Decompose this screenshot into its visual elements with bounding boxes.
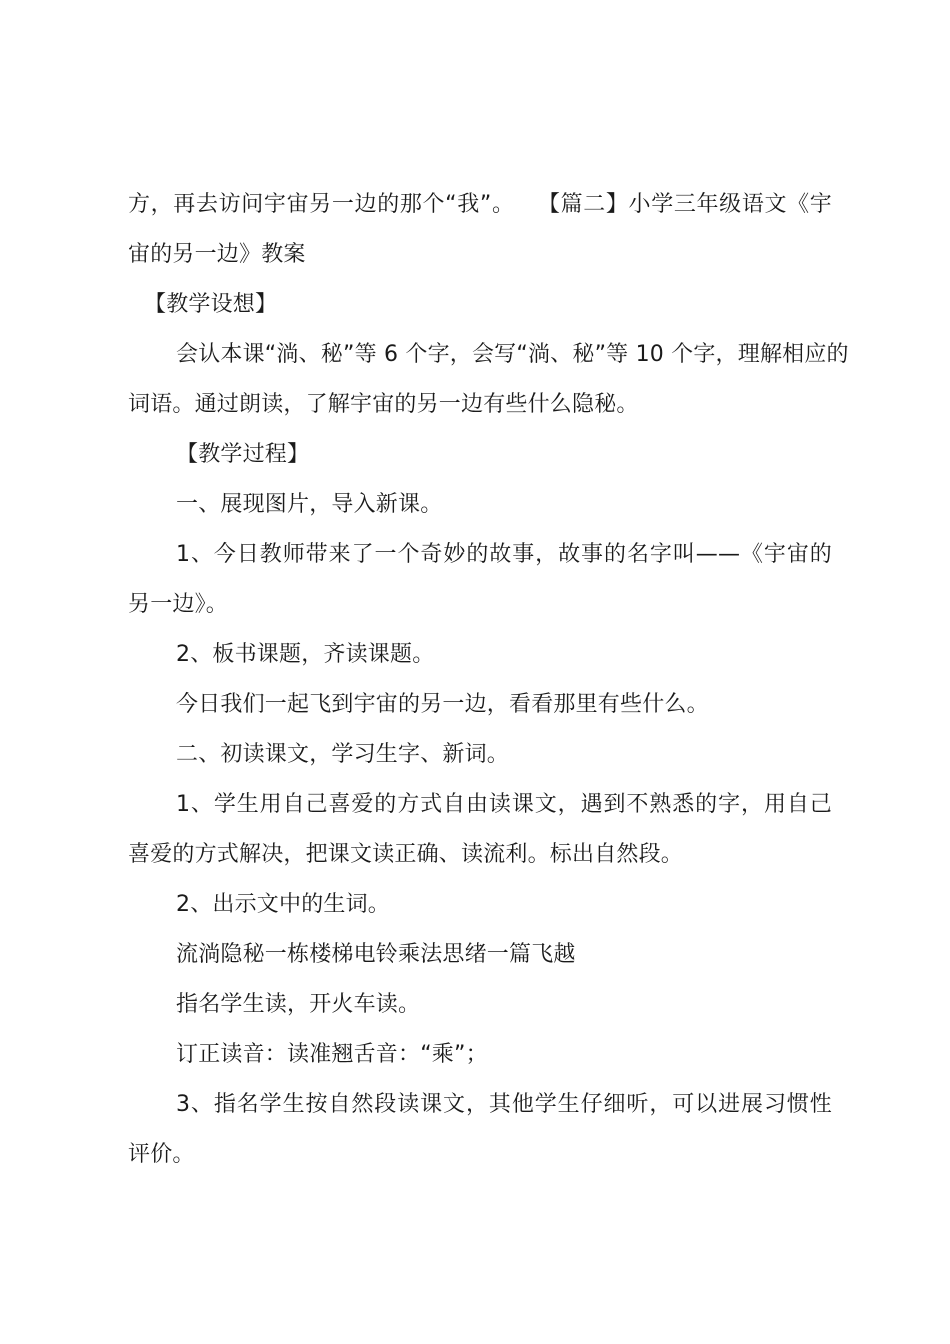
- text-line: 2、板书课题，齐读课题。: [176, 642, 435, 667]
- text-line: 方，再去访问宇宙另一边的那个“我”。 【篇二】小学三年级语文《宇: [128, 192, 832, 217]
- text-line: 2、出示文中的生词。: [176, 892, 390, 917]
- text-line: 订正读音：读准翘舌音：“乘”；: [176, 1042, 488, 1067]
- text-line: 3、指名学生按自然段读课文，其他学生仔细听，可以进展习惯性: [176, 1092, 832, 1117]
- section-heading: 【教学过程】: [176, 442, 310, 467]
- text-line: 另一边》。: [128, 592, 229, 617]
- text-line: 1、学生用自己喜爱的方式自由读课文，遇到不熟悉的字，用自己: [176, 792, 832, 817]
- text-line: 评价。: [128, 1142, 195, 1167]
- text-line: 流淌隐秘一栋楼梯电铃乘法思绪一篇飞越: [176, 942, 576, 967]
- text-line: 喜爱的方式解决，把课文读正确、读流利。标出自然段。: [128, 842, 684, 867]
- text-line: 会认本课“淌、秘”等 6 个字，会写“淌、秘”等 10 个字，理解相应的: [176, 342, 849, 367]
- text-line: 指名学生读，开火车读。: [176, 992, 421, 1017]
- text-line: 今日我们一起飞到宇宙的另一边，看看那里有些什么。: [176, 692, 709, 717]
- text-line: 一、展现图片，导入新课。: [176, 492, 443, 517]
- text-line: 二、初读课文，学习生字、新词。: [176, 742, 510, 767]
- text-line: 1、今日教师带来了一个奇妙的故事，故事的名字叫——《宇宙的: [176, 542, 832, 567]
- text-line: 词语。通过朗读，了解宇宙的另一边有些什么隐秘。: [128, 392, 639, 417]
- text-line: 宙的另一边》教案: [128, 242, 306, 267]
- section-heading: 【教学设想】: [144, 292, 278, 317]
